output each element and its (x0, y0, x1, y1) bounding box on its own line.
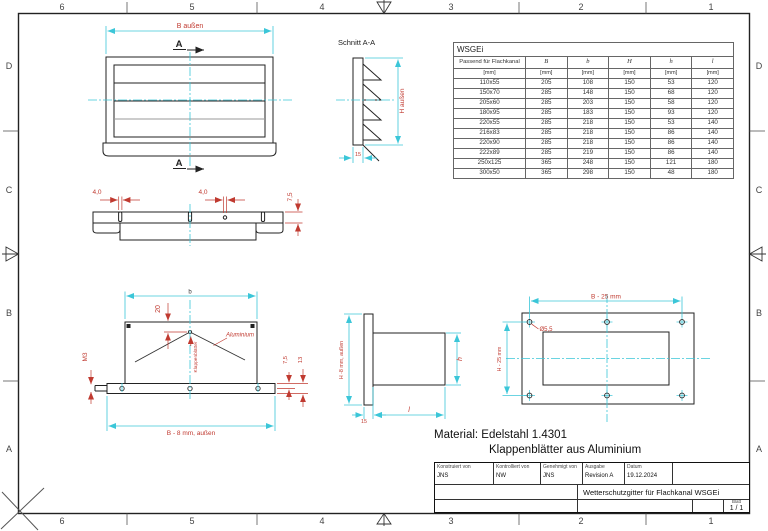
dim-front-width: B außen (176, 23, 204, 30)
zone-col-top: 2 (578, 2, 584, 12)
zone-row-right: A (755, 444, 763, 454)
side-view (339, 314, 464, 425)
dim-side-flange: 15 (361, 419, 367, 425)
dim-slot-b: 4,0 (198, 189, 208, 196)
dim-side-duct-height: h (457, 357, 464, 361)
table-title: WSGEi (454, 43, 734, 57)
sheet-row-cell (693, 500, 724, 512)
zone-col-top: 1 (708, 2, 714, 12)
table-title-row (454, 43, 734, 57)
table-header-row: Passend für Flachkanal B b H h l (454, 57, 734, 69)
zone-col-bottom: 2 (578, 516, 584, 526)
table-row: 220x55 285 218 150 53 140 (454, 119, 734, 129)
drawing-title: Wetterschutzgitter für Flachkanal WSGEi (583, 487, 720, 497)
table-row: 220x90 285 218 150 86 140 (454, 139, 734, 149)
field-empty (673, 463, 749, 484)
dim-section-depth: 15 (354, 152, 362, 158)
table-units-row: [mm] [mm] [mm] [mm] [mm] [mm] (454, 69, 734, 79)
dim-flap-outer: B - 8 mm, außen (166, 430, 216, 437)
zone-col-bottom: 4 (319, 516, 325, 526)
title-block-approvals (435, 463, 749, 485)
dim-rear-height: H - 25 mm (497, 346, 503, 372)
zone-col-bottom: 5 (189, 516, 195, 526)
zone-row-left: B (5, 308, 13, 318)
dim-rear-hole: Ø5,5 (539, 327, 553, 333)
flap-view (82, 290, 308, 438)
zone-col-top: 5 (189, 2, 195, 12)
title-block-title-row (435, 485, 749, 500)
zone-col-bottom: 6 (59, 516, 65, 526)
section-mark-top (173, 39, 204, 50)
zone-col-top: 6 (59, 2, 65, 12)
zone-row-right: D (755, 61, 763, 71)
table-row: 110x55 205 108 150 53 120 (454, 79, 734, 89)
dim-side-length: l (408, 407, 410, 414)
zone-row-left: D (5, 61, 13, 71)
rear-view (497, 294, 710, 423)
fold-mark (1, 488, 44, 530)
zone-row-right: B (755, 308, 763, 318)
material-line-1: Material: Edelstahl 1.4301 (434, 429, 567, 441)
title-block-sheet-row (435, 500, 749, 512)
dim-section-height: H außen (399, 88, 406, 114)
section-view (336, 38, 406, 163)
corner-square (251, 324, 255, 328)
spec-table (453, 42, 734, 179)
dim-strip: 13 (298, 356, 304, 364)
zone-col-bottom: 1 (708, 516, 714, 526)
svg-text:A: A (175, 39, 183, 50)
field-approved-by: Genehmigt von JNS (541, 463, 583, 484)
field-issue: Ausgabe Revision A (583, 463, 625, 484)
dim-hole-offset: 7,5 (283, 355, 289, 365)
logo-area (435, 485, 578, 499)
table-row: 205x60 285 203 150 58 120 (454, 99, 734, 109)
table-row: 250x125 365 248 150 121 180 (454, 159, 734, 169)
field-designed-by: Konstruiert von JNS (435, 463, 494, 484)
sheet-row-cell (578, 500, 693, 512)
field-checked-by: Kontrolliert von NW (494, 463, 541, 484)
dim-rear-width: B - 25 mm (591, 293, 621, 301)
field-date: Datum 19.12.2024 (625, 463, 673, 484)
svg-text:A: A (175, 158, 183, 169)
zone-col-top: 3 (448, 2, 454, 12)
dim-thickness: 7,5 (287, 192, 294, 202)
zone-col-bottom: 3 (448, 516, 454, 526)
corner-square (127, 324, 131, 328)
dim-slot-a: 4,0 (92, 189, 102, 196)
sheet-row-cell (435, 500, 578, 512)
table-row: 150x70 285 148 150 68 120 (454, 89, 734, 99)
table-row: 222x89 285 219 150 86 140 (454, 149, 734, 159)
zone-row-left: A (5, 444, 13, 454)
sheet-number: Blatt 1 / 1 (729, 500, 744, 512)
dim-apex: 20 (155, 305, 162, 313)
zone-col-top: 4 (319, 2, 325, 12)
label-aluminium: Aluminium (226, 332, 255, 339)
dim-thread: M3 (82, 352, 89, 362)
zone-row-left: C (5, 185, 13, 195)
dim-side-height: H -8 mm, außen (339, 340, 345, 380)
section-view-title: Schnitt A-A (338, 38, 376, 47)
label-flap-axis: Klappenblätter (194, 341, 199, 373)
section-mark-bottom (173, 158, 204, 169)
material-line-2: Klappenblätter aus Aluminium (489, 444, 642, 456)
table-row: 300x50 365 298 150 48 180 (454, 169, 734, 179)
profile-view (92, 189, 302, 246)
title-block (434, 462, 750, 513)
front-view (88, 23, 292, 169)
zone-row-right: C (755, 185, 763, 195)
material-note (434, 428, 641, 458)
table-row: 180x95 285 183 150 93 120 (454, 109, 734, 119)
dim-flap-width: b (188, 289, 192, 296)
table-row: 216x83 285 218 150 86 140 (454, 129, 734, 139)
